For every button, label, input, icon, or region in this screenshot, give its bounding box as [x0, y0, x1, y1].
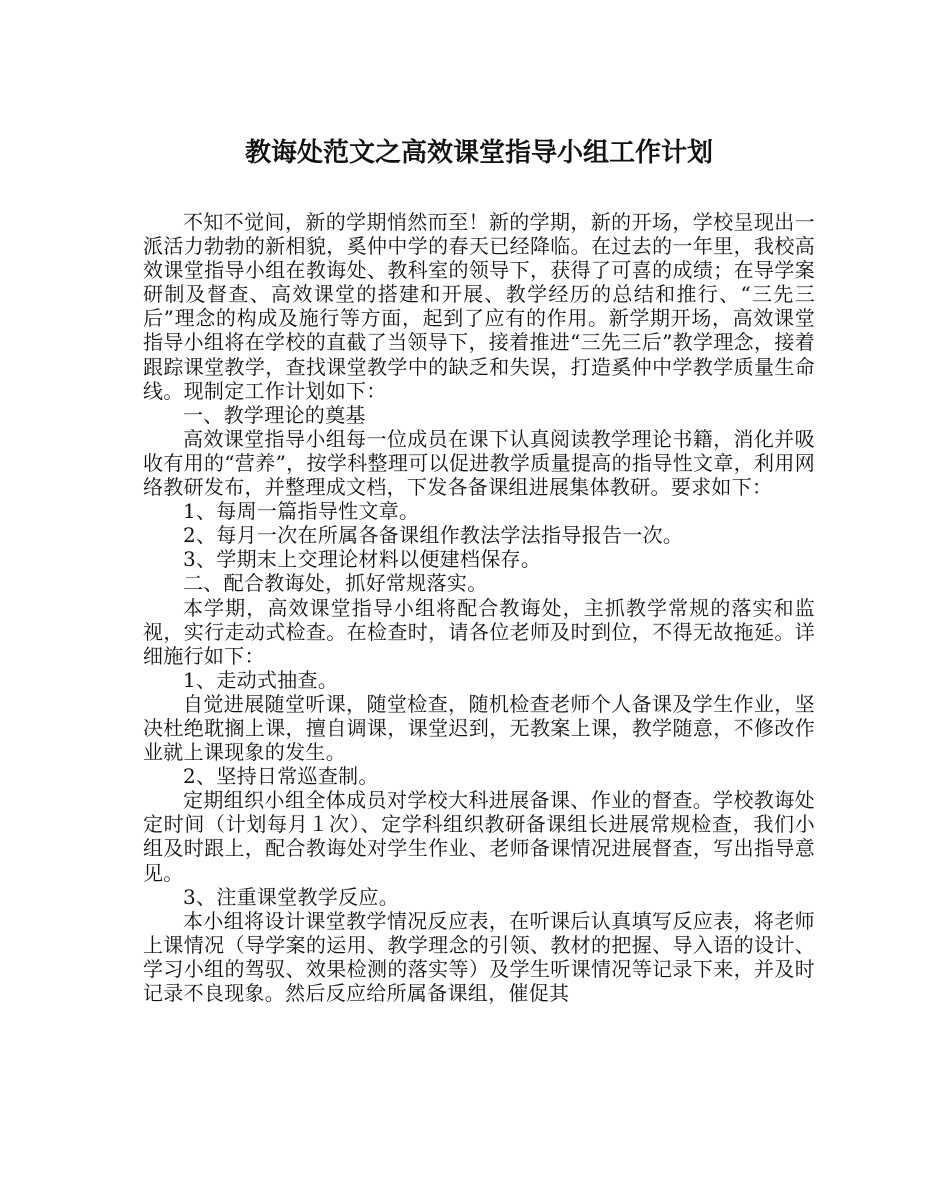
body-paragraph: 本小组将设计课堂教学情况反应表，在听课后认真填写反应表，将老师上课情况（导学案的运用、教学理念的引领、教材的把握、导入语的设计、学习小组的驾驭、效果检测的落实等）及学生听课情况等记录下来，并及时记录不良现象。然后反应给所属备课组，催促其: [143, 908, 815, 1005]
body-paragraph: 定期组织小组全体成员对学校大科进展备课、作业的督查。学校教诲处定时间（计划每月１次）、定学科组织教研备课组长进展常规检查，我们小组及时跟上，配合教诲处对学生作业、老师备课情况进展督查，写出指导意见。: [143, 788, 815, 885]
list-item: 1、每周一篇指导性文章。: [183, 499, 420, 524]
subheading: 3、注重课堂教学反应。: [183, 884, 400, 909]
body-paragraph: 自觉进展随堂听课，随堂检查，随机检查老师个人备课及学生作业，坚决杜绝耽搁上课，擅自调课，课堂迟到，无教案上课，教学随意，不修改作业就上课现象的发生。: [143, 691, 815, 765]
document-title: 教诲处范文之高效课堂指导小组工作计划: [244, 138, 713, 168]
section-heading-2: 二、配合教诲处，抓好常规落实。: [183, 571, 488, 596]
section-2-paragraph: 本学期，高效课堂指导小组将配合教诲处，主抓教学常规的落实和监视，实行走动式检查。在检查时，请各位老师及时到位，不得无故拖延。详细施行如下：: [143, 595, 815, 668]
list-item: 2、每月一次在所属各备课组作教法学法指导报告一次。: [183, 523, 684, 548]
section-heading-1: 一、教学理论的奠基: [183, 402, 366, 427]
document-body: [143, 210, 815, 1005]
intro-paragraph: 不知不觉间，新的学期悄然而至！新的学期，新的开场，学校呈现出一派活力勃勃的新相貌，奚仲中学的春天已经降临。在过去的一年里，我校高效课堂指导小组在教诲处、教科室的领导下，获得了可喜的成绩；在导学案研制及督查、高效课堂的搭建和开展、教学经历的总结和推行、“三先三后”理念的构成及施行等方面，起到了应有的作用。新学期开场，高效课堂指导小组将在学校的直截了当领导下，接着推进“三先三后”教学理念，接着跟踪课堂教学，查找课堂教学中的缺乏和失误，打造奚仲中学教学质量生命线。现制定工作计划如下：: [143, 210, 815, 403]
list-item: 3、学期末上交理论材料以便建档保存。: [183, 547, 542, 572]
subheading: 2、坚持日常巡查制。: [183, 764, 379, 789]
subheading: 1、走动式抽查。: [183, 667, 339, 692]
section-1-paragraph: 高效课堂指导小组每一位成员在课下认真阅读教学理论书籍，消化并吸收有用的“营养”，按学科整理可以促进教学质量提高的指导性文章，利用网络教研发布，并整理成文档，下发各备课组进展集体教研。要求如下：: [143, 426, 815, 500]
